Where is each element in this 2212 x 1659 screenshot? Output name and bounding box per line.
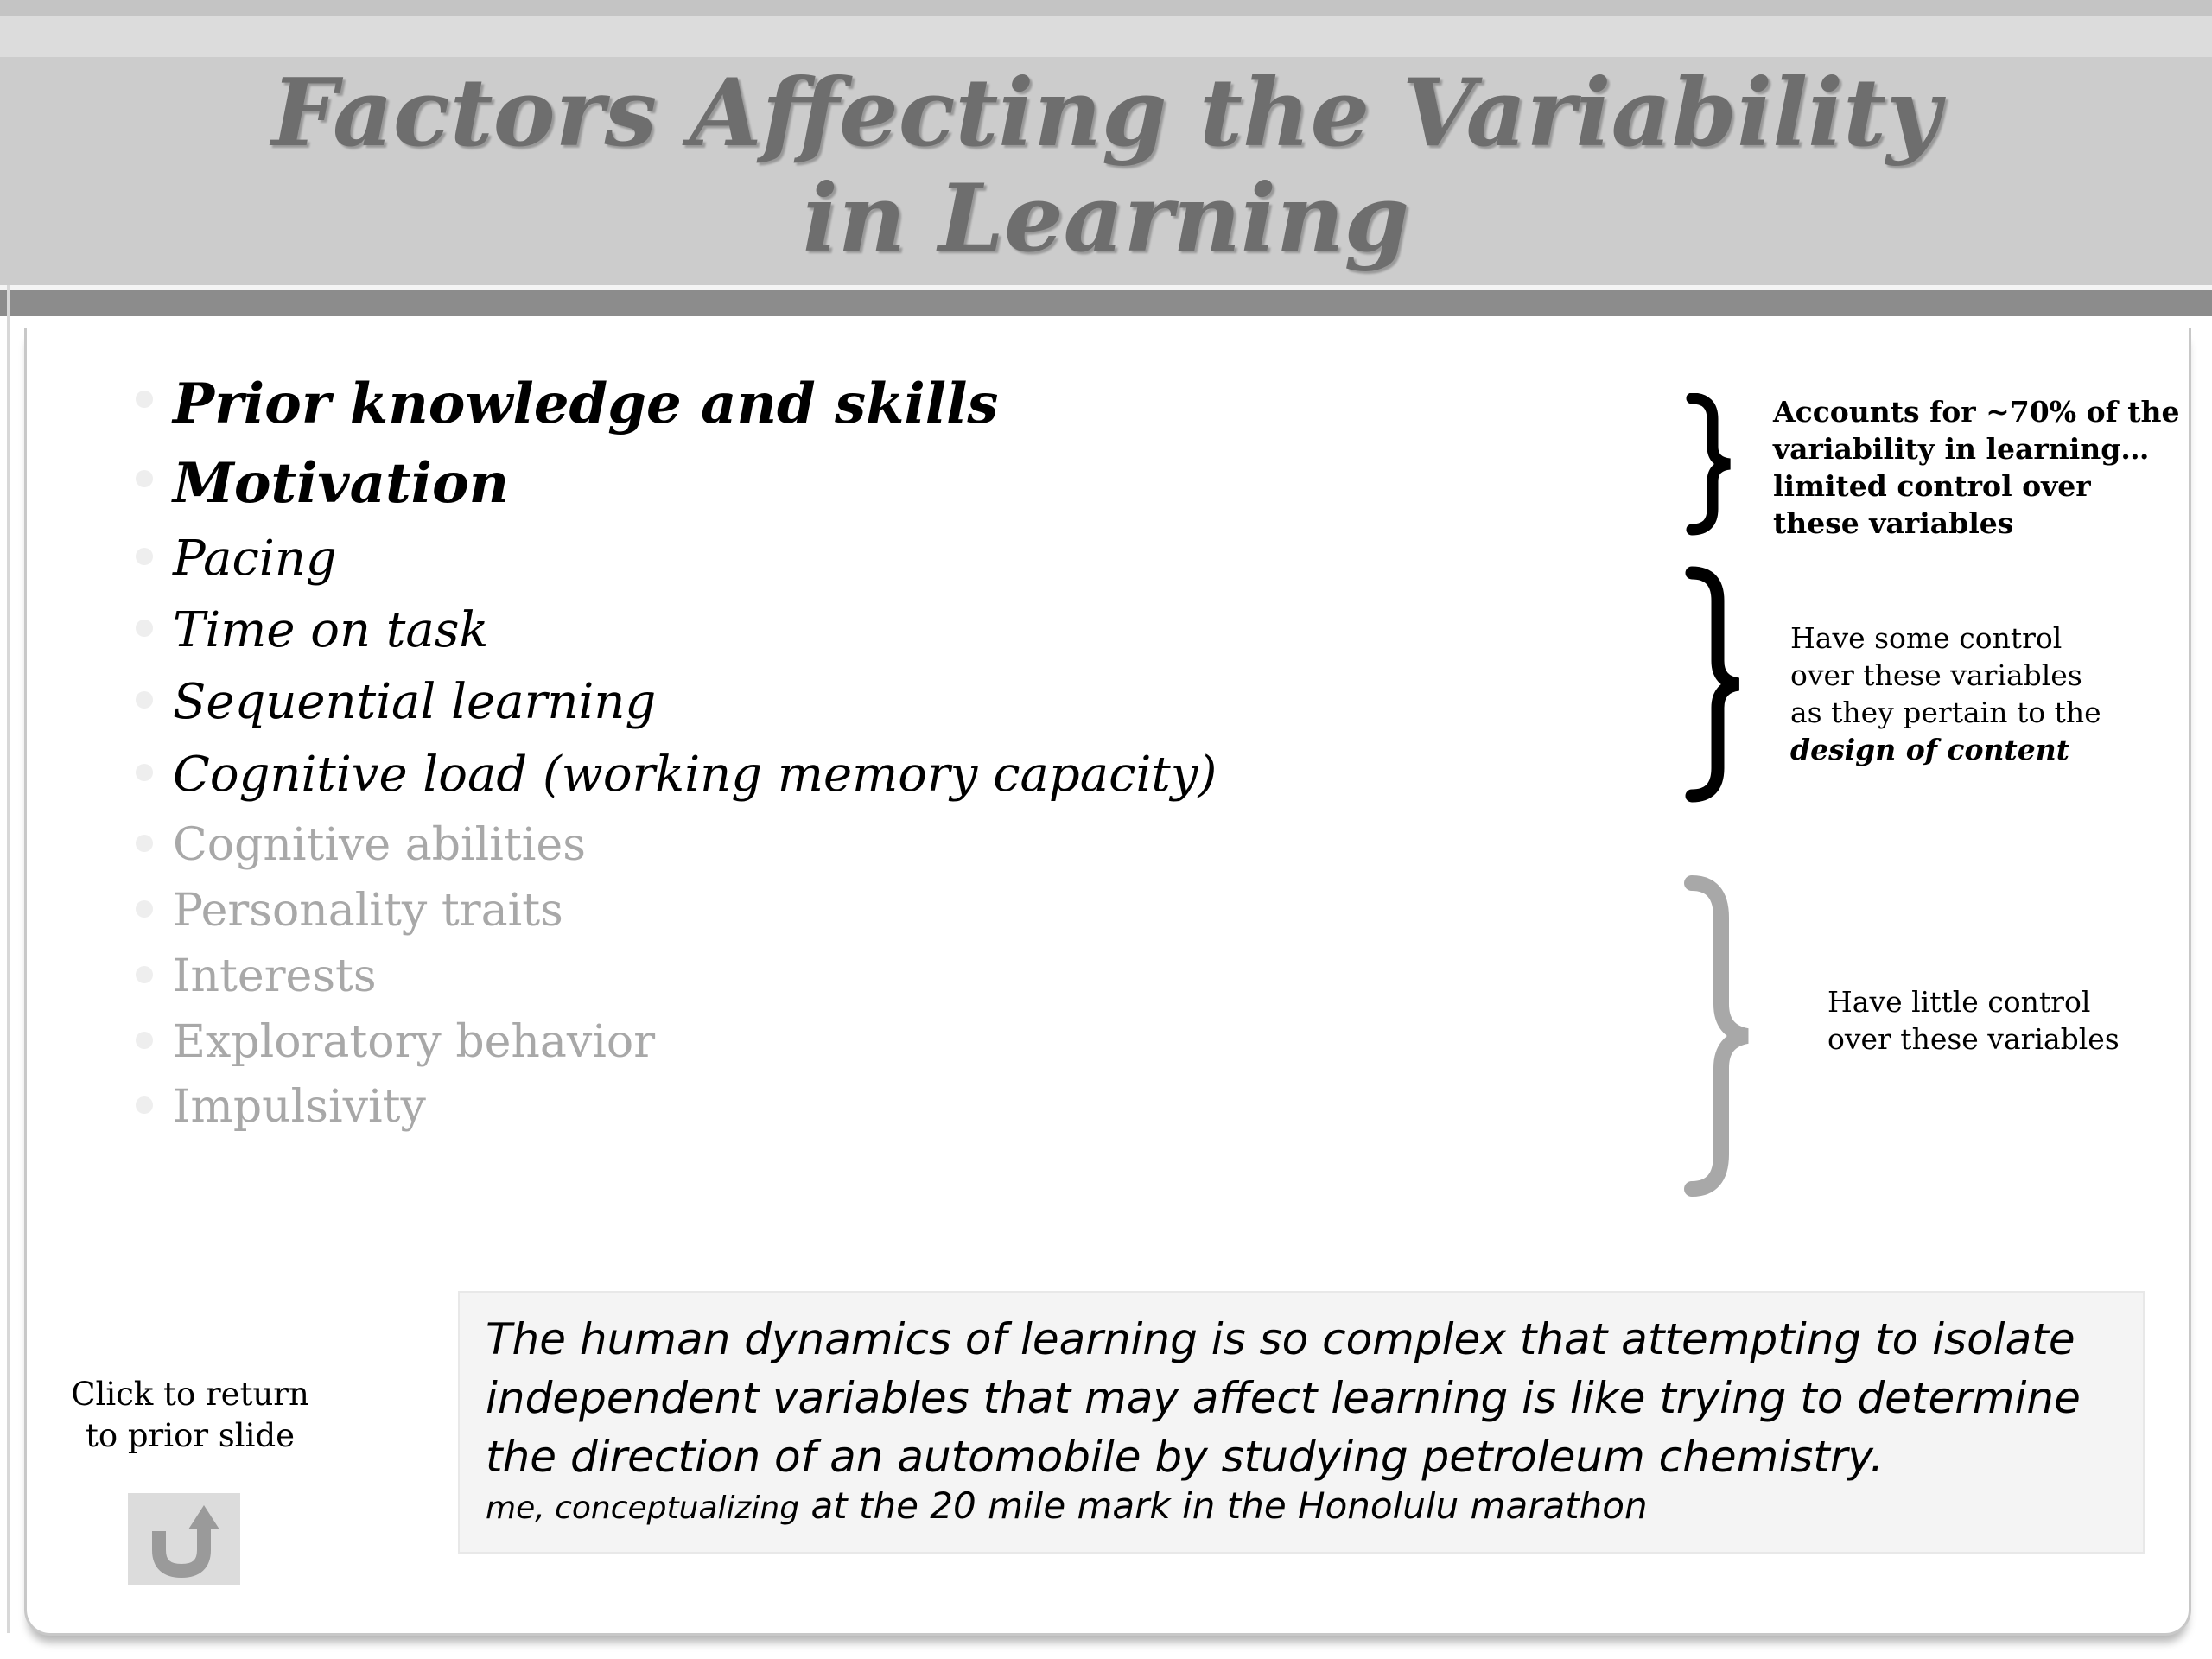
brace-group-3-icon	[1676, 874, 1763, 1198]
bullet-dot	[136, 620, 153, 637]
return-to-prior-slide-button[interactable]	[128, 1493, 240, 1585]
return-label	[52, 1374, 328, 1457]
header-rule-dark	[0, 290, 2212, 316]
factor-label: Prior knowledge and skills	[173, 372, 999, 436]
slide-title	[0, 60, 2212, 271]
factor-label: Cognitive load (working memory capacity)	[173, 747, 1217, 803]
quote-attribution	[486, 1484, 1648, 1527]
factor-label: Pacing	[173, 531, 337, 587]
note-line: Have little control	[1827, 985, 2091, 1019]
note-emphasis: design of content	[1790, 733, 2070, 766]
quote-attribution-context: at the 20 mile mark in the Honolulu marathon	[799, 1484, 1648, 1527]
quote-text: The human dynamics of learning is so complex that attempting to isolate independent variables that may affect learning is like trying to determine the direction of an automobile by studying petroleum chemistry.	[486, 1314, 2081, 1482]
note-line: over these variables	[1827, 1022, 2120, 1056]
slide-title-line-1: Factors Affecting the Variability	[271, 59, 1941, 168]
note-group-3	[1827, 983, 2120, 1058]
header-top-band	[0, 16, 2212, 57]
return-arrow-icon	[128, 1493, 240, 1585]
note-line: as they pertain to the	[1790, 696, 2101, 729]
note-group-2	[1790, 620, 2101, 768]
brace-group-1-icon	[1676, 393, 1745, 536]
brace-group-2-icon	[1676, 566, 1754, 804]
bullet-dot	[136, 1032, 153, 1049]
note-line: these variables	[1773, 506, 2014, 540]
factor-label: Motivation	[173, 451, 510, 516]
bullet-dot	[136, 470, 153, 487]
bullet-dot	[136, 691, 153, 709]
bullet-dot	[136, 764, 153, 781]
factor-label: Time on task	[173, 602, 489, 658]
factor-label: Sequential learning	[173, 674, 657, 730]
note-line: over these variables	[1790, 658, 2082, 692]
quote-attribution-author: me, conceptualizing	[486, 1491, 800, 1526]
note-group-1	[1773, 393, 2180, 542]
header-top-strip	[0, 0, 2212, 16]
quote-box	[458, 1291, 2145, 1554]
slide-title-line-2: in Learning	[802, 164, 1410, 273]
note-line: Accounts for ~70% of the	[1773, 395, 2180, 429]
bullet-dot	[136, 391, 153, 408]
note-line: limited control over	[1773, 469, 2091, 503]
return-label-line-2: to prior slide	[85, 1417, 296, 1454]
factor-label: Personality traits	[173, 885, 563, 937]
bullet-dot	[136, 1096, 153, 1114]
frame-left-edge	[7, 285, 10, 1633]
bullet-dot	[136, 548, 153, 565]
bullet-dot	[136, 835, 153, 852]
bullet-dot	[136, 966, 153, 983]
note-line: variability in learning…	[1773, 432, 2150, 466]
factor-label: Exploratory behavior	[173, 1016, 656, 1068]
factor-label: Cognitive abilities	[173, 819, 586, 871]
factor-label: Interests	[173, 950, 377, 1002]
factor-label: Impulsivity	[173, 1081, 426, 1133]
note-line: Have some control	[1790, 621, 2063, 655]
return-label-line-1: Click to return	[71, 1376, 309, 1413]
bullet-dot	[136, 900, 153, 918]
